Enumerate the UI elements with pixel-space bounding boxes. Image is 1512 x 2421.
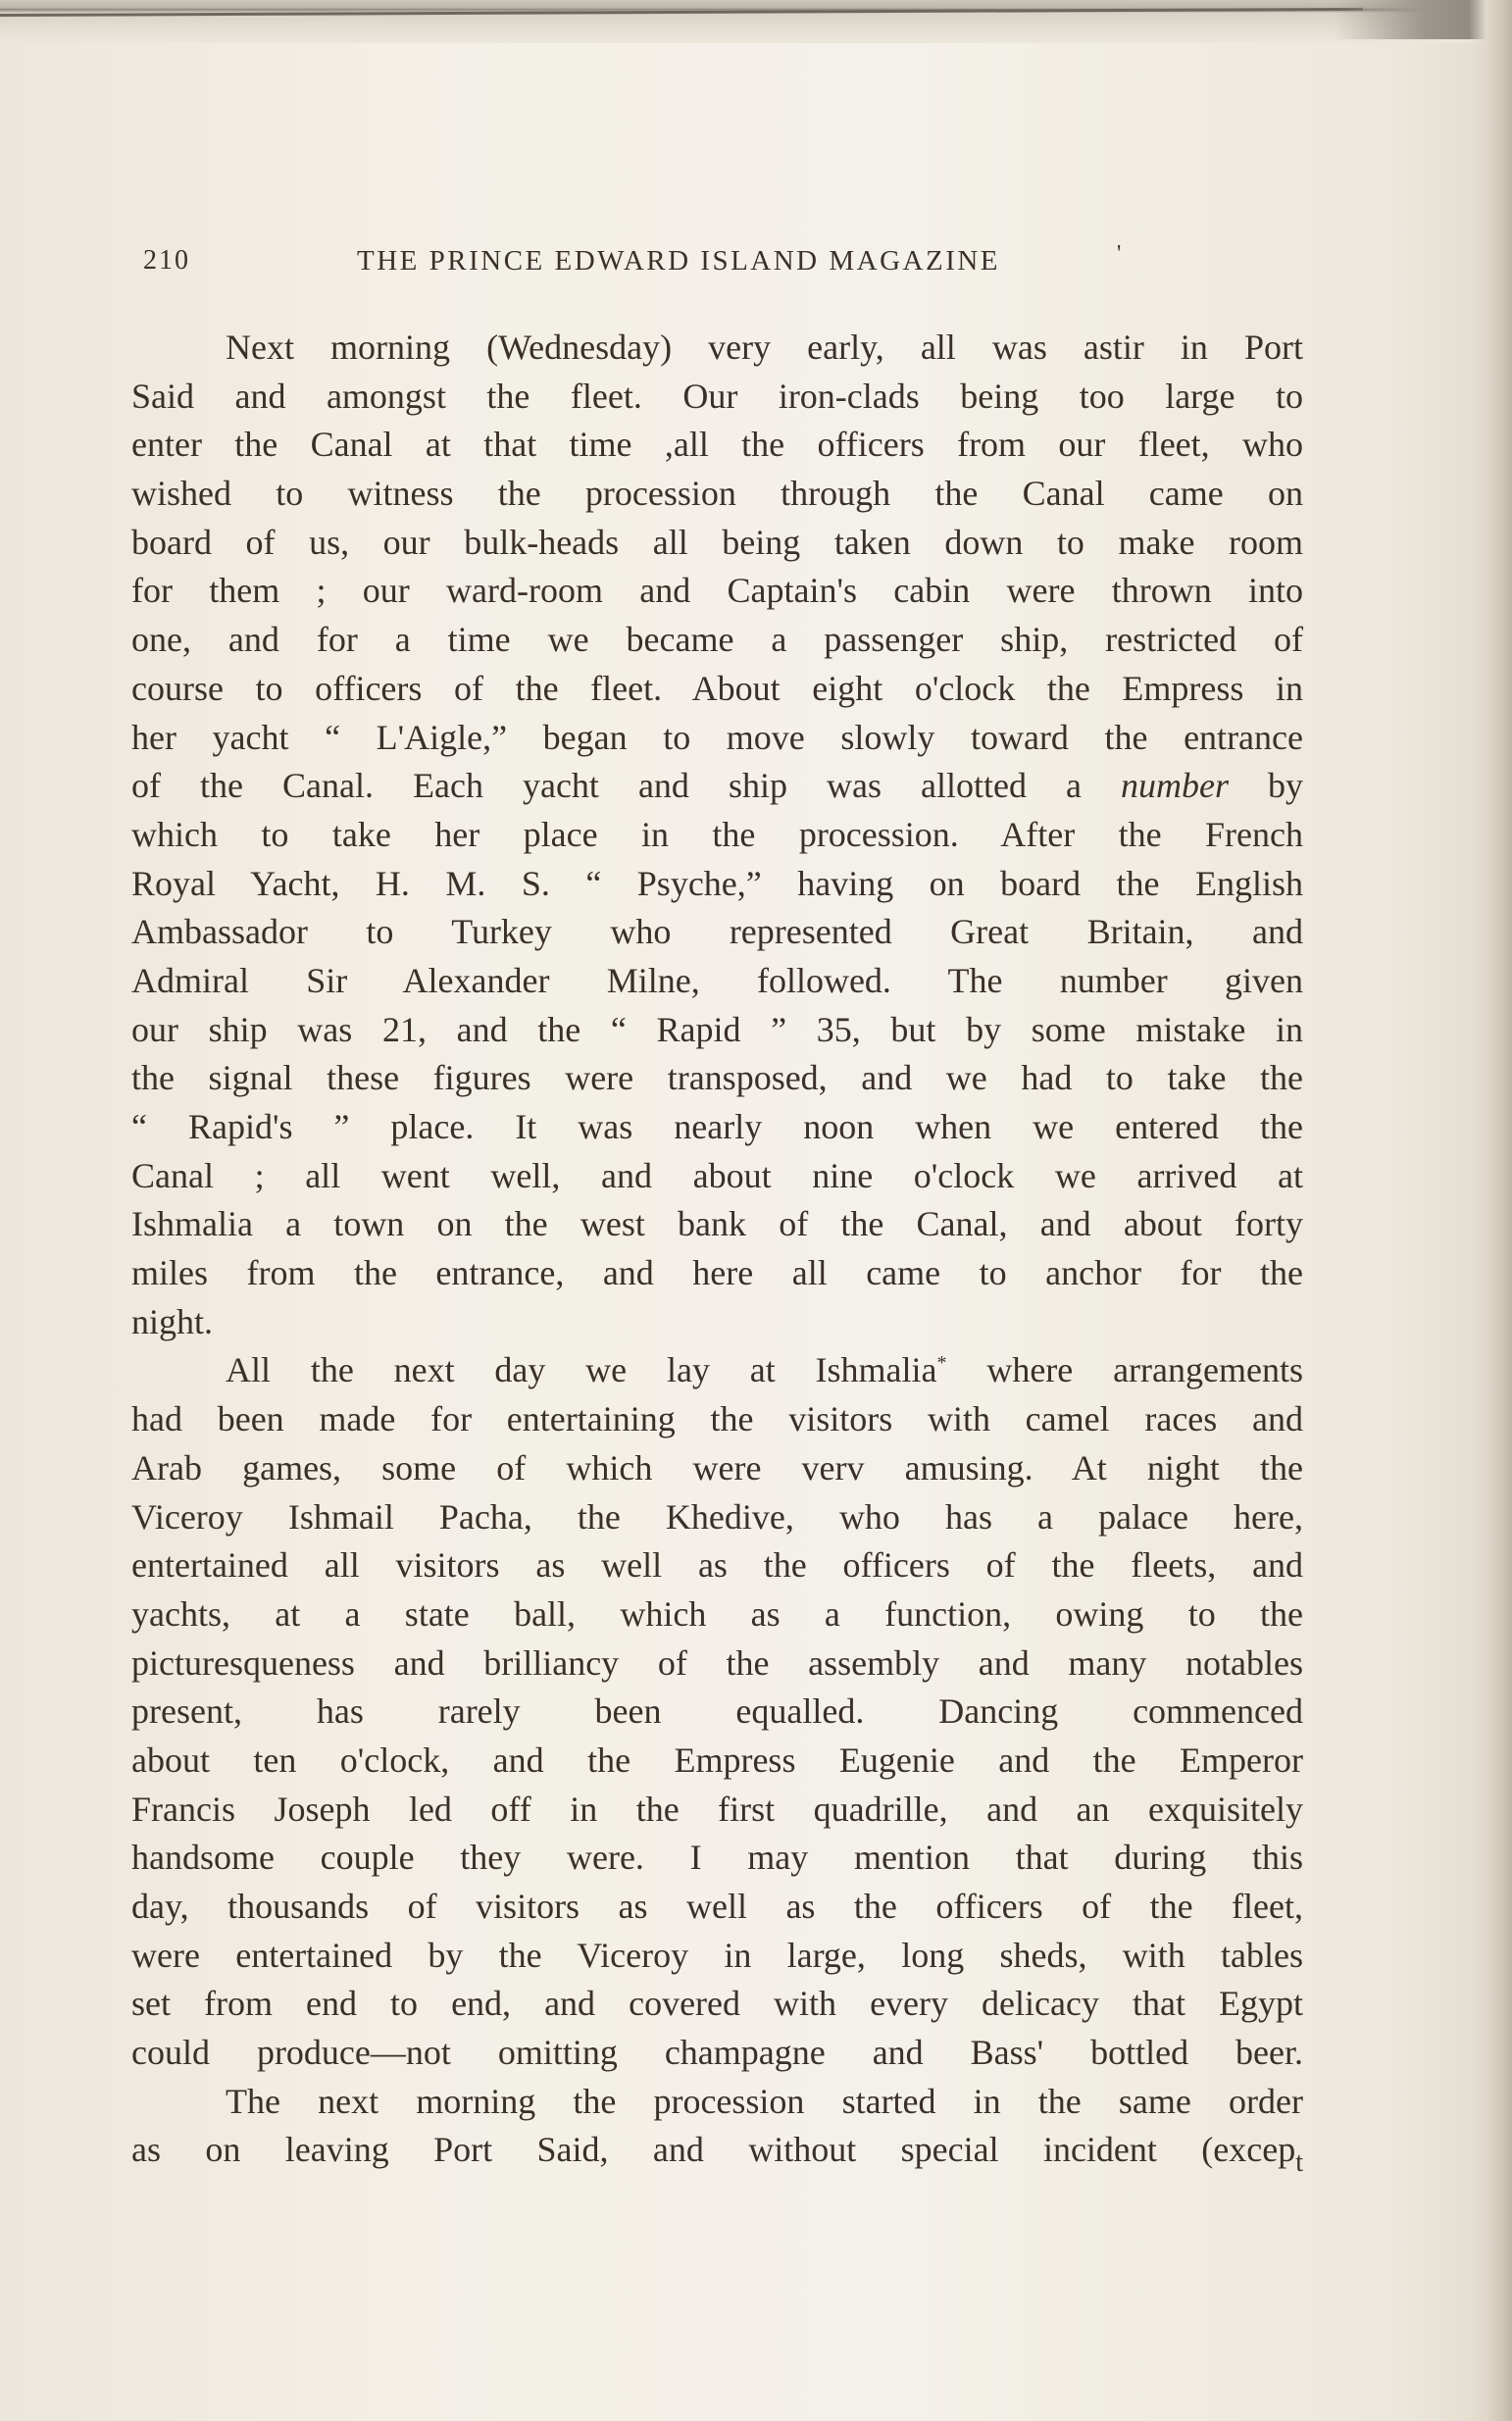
header-mark: ' bbox=[1117, 241, 1124, 267]
text-line: entertained all visitors as well as the officers of the fleets, and bbox=[131, 1545, 1303, 1586]
text-line: one, and for a time we became a passenger ship, restricted of bbox=[131, 620, 1303, 660]
page-number: 210 bbox=[143, 245, 190, 276]
text-line: for them ; our ward-room and Captain's cabin were thrown into bbox=[131, 571, 1303, 611]
page-top-edge bbox=[0, 0, 1512, 43]
text-line: handsome couple they were. I may mention that during this bbox=[131, 1838, 1303, 1878]
text-line: our ship was 21, and the “ Rapid ” 35, but by some mistake in bbox=[131, 1009, 1303, 1049]
text-line: Admiral Sir Alexander Milne, followed. The number given bbox=[131, 960, 1303, 1000]
text-line: The next morning the procession started in the same order bbox=[226, 2081, 1303, 2121]
text-line: were entertained by the Viceroy in large, long sheds, with tables bbox=[131, 1935, 1303, 1975]
text-line: day, thousands of visitors as well as the officers of the fleet, bbox=[131, 1887, 1303, 1926]
text-line: about ten o'clock, and the Empress Eugenie and the Emperor bbox=[131, 1740, 1303, 1780]
text-line: enter the Canal at that time ,all the officers from our fleet, who bbox=[131, 425, 1303, 465]
running-title: THE PRINCE EDWARD ISLAND MAGAZINE bbox=[357, 245, 1001, 277]
text-line bbox=[131, 1346, 1303, 1395]
text-line: her yacht “ L'Aigle,” began to move slowly toward the entrance bbox=[131, 717, 1303, 757]
text-line: Royal Yacht, H. M. S. “ Psyche,” having on board the English bbox=[131, 863, 1303, 903]
text-line: wished to witness the procession through the Canal came on bbox=[131, 474, 1303, 514]
text-line: “ Rapid's ” place. It was nearly noon when we entered the bbox=[131, 1107, 1303, 1146]
text-line: Ambassador to Turkey who represented Great Britain, and bbox=[131, 912, 1303, 952]
italic-word: number bbox=[1121, 766, 1229, 806]
text-segment: of the Canal. Each yacht and ship was allotted a bbox=[131, 766, 1082, 806]
text-line: miles from the entrance, and here all came to anchor for the bbox=[131, 1253, 1303, 1293]
text-segment: as on leaving Port Said, and without special incident (excep bbox=[131, 2130, 1296, 2170]
text-segment: t bbox=[1295, 2147, 1303, 2179]
text-line: Francis Joseph led off in the first quadrille, and an exquisitely bbox=[131, 1789, 1303, 1829]
text-line: had been made for entertaining the visitors with camel races and bbox=[131, 1399, 1303, 1439]
text-line: Next morning (Wednesday) very early, all was astir in Port bbox=[226, 328, 1303, 367]
text-line: board of us, our bulk-heads all being taken down to make room bbox=[131, 522, 1303, 562]
text-line: Ishmalia a town on the west bank of the Canal, and about forty bbox=[131, 1204, 1303, 1244]
text-line: night. bbox=[131, 1301, 214, 1341]
text-line: Said and amongst the fleet. Our iron-clads being too large to bbox=[131, 376, 1303, 416]
page-header bbox=[131, 241, 1308, 284]
text-line bbox=[131, 762, 1303, 811]
text-line: Arab games, some of which were verv amusing. At night the bbox=[131, 1447, 1303, 1488]
text-line: Canal ; all went well, and about nine o'clock we arrived at bbox=[131, 1155, 1303, 1195]
text-line: Viceroy Ishmail Pacha, the Khedive, who has a palace here, bbox=[131, 1496, 1303, 1537]
text-line: could produce—not omitting champagne and Bass' bottled beer. bbox=[131, 2033, 1303, 2073]
text-segment: where arrangements bbox=[946, 1350, 1303, 1390]
text-line: the signal these figures were transposed, and we had to take the bbox=[131, 1058, 1303, 1098]
text-line: present, has rarely been equalled. Dancing commenced bbox=[131, 1691, 1303, 1732]
page-right-edge bbox=[1469, 0, 1512, 2421]
text-line: picturesqueness and brilliancy of the assembly and many notables bbox=[131, 1642, 1303, 1683]
text-line: yachts, at a state ball, which as a function, owing to the bbox=[131, 1593, 1303, 1634]
text-line bbox=[131, 2126, 1303, 2179]
text-line: which to take her place in the procession. After the French bbox=[131, 814, 1303, 854]
text-segment: All the next day we lay at Ishmalia bbox=[226, 1350, 937, 1390]
text-segment: by bbox=[1229, 766, 1304, 806]
text-line: course to officers of the fleet. About eight o'clock the Empress in bbox=[131, 668, 1303, 708]
text-line: set from end to end, and covered with every delicacy that Egypt bbox=[131, 1984, 1303, 2024]
body-text bbox=[131, 324, 1304, 2179]
footnote-asterisk: * bbox=[936, 1352, 947, 1375]
